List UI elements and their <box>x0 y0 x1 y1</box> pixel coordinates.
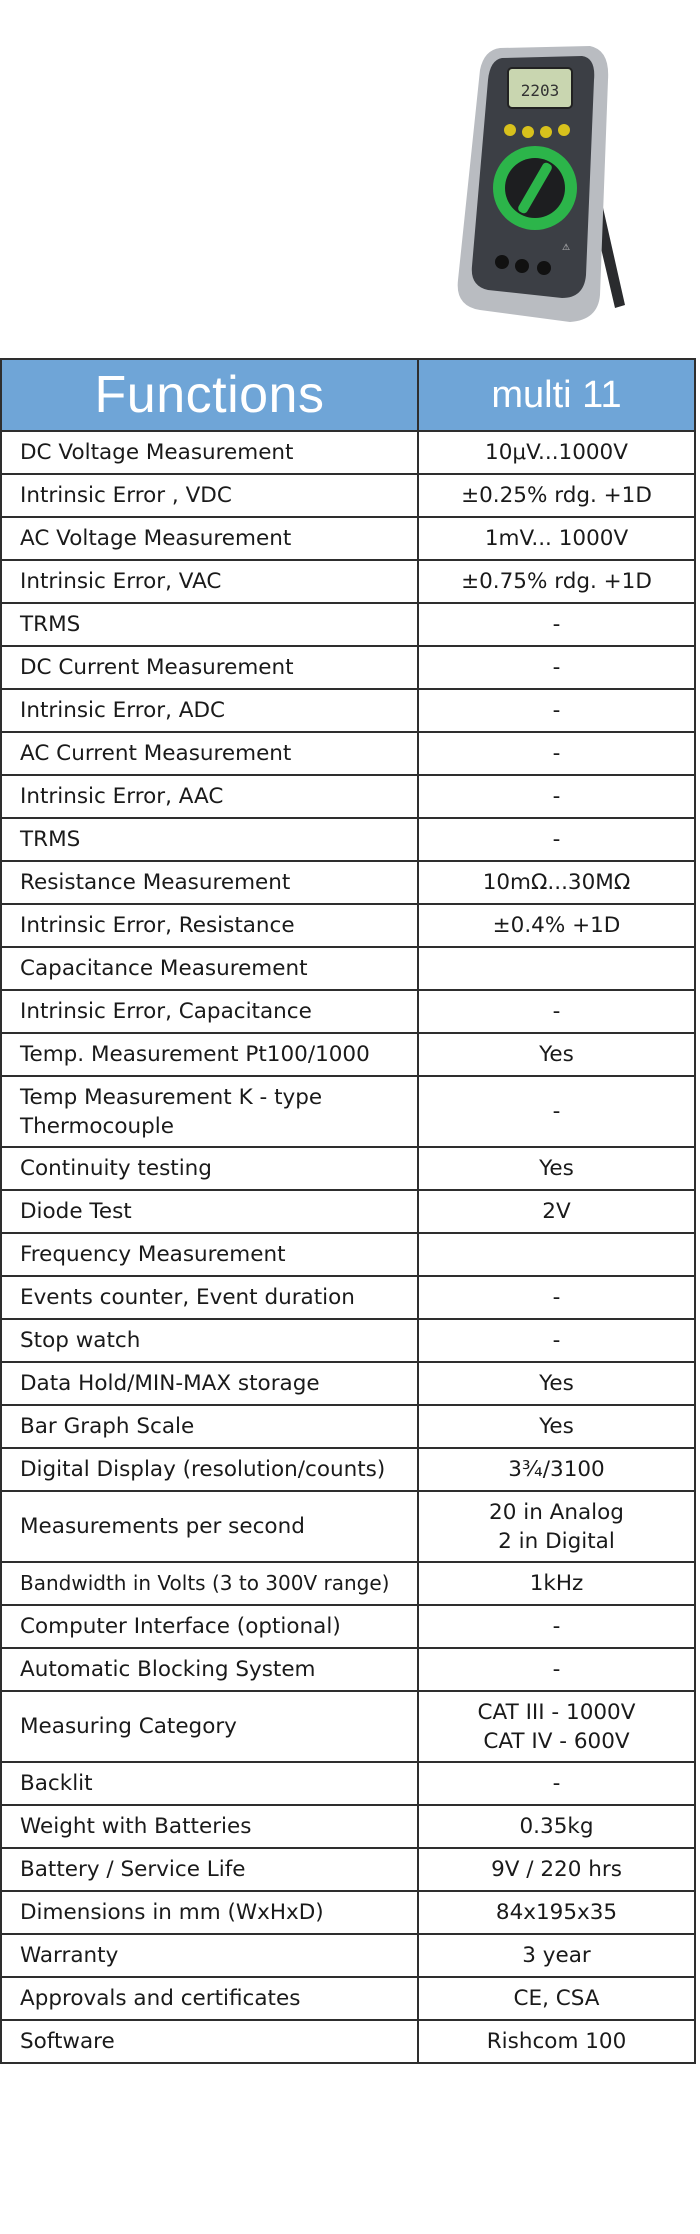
table-row <box>1 474 695 517</box>
value-cell: Yes <box>418 1147 695 1190</box>
feature-cell: Dimensions in mm (WxHxD) <box>1 1891 418 1934</box>
feature-cell: Intrinsic Error, ADC <box>1 689 418 732</box>
table-row <box>1 1648 695 1691</box>
value-cell: 1mV... 1000V <box>418 517 695 560</box>
table-header-row <box>1 359 695 431</box>
feature-cell: Continuity testing <box>1 1147 418 1190</box>
table-row <box>1 2020 695 2063</box>
svg-text:⚠: ⚠ <box>562 243 571 253</box>
value-cell: - <box>418 646 695 689</box>
value-cell: - <box>418 603 695 646</box>
feature-cell: Computer Interface (optional) <box>1 1605 418 1648</box>
table-row <box>1 1276 695 1319</box>
table-row <box>1 1033 695 1076</box>
table-row <box>1 1605 695 1648</box>
value-cell: - <box>418 689 695 732</box>
feature-cell: Approvals and certificates <box>1 1977 418 2020</box>
feature-cell: Events counter, Event duration <box>1 1276 418 1319</box>
table-row <box>1 560 695 603</box>
feature-cell: Stop watch <box>1 1319 418 1362</box>
feature-cell: Intrinsic Error, Resistance <box>1 904 418 947</box>
table-row <box>1 1448 695 1491</box>
feature-cell: Diode Test <box>1 1190 418 1233</box>
specifications-table <box>0 358 696 2064</box>
value-cell: - <box>418 732 695 775</box>
feature-cell: Bar Graph Scale <box>1 1405 418 1448</box>
table-row <box>1 1891 695 1934</box>
value-cell: ±0.75% rdg. +1D <box>418 560 695 603</box>
table-row <box>1 1405 695 1448</box>
feature-cell: Automatic Blocking System <box>1 1648 418 1691</box>
table-row <box>1 1233 695 1276</box>
table-row <box>1 1805 695 1848</box>
value-cell: 0.35kg <box>418 1805 695 1848</box>
feature-cell: Data Hold/MIN-MAX storage <box>1 1362 418 1405</box>
table-row <box>1 861 695 904</box>
table-row <box>1 603 695 646</box>
value-cell: - <box>418 775 695 818</box>
value-cell: Rishcom 100 <box>418 2020 695 2063</box>
value-cell: - <box>418 1605 695 1648</box>
table-row <box>1 990 695 1033</box>
table-row <box>1 1362 695 1405</box>
table-row <box>1 1934 695 1977</box>
feature-cell: Weight with Batteries <box>1 1805 418 1848</box>
table-row <box>1 1076 695 1147</box>
table-row <box>1 1691 695 1762</box>
feature-cell: Intrinsic Error, Capacitance <box>1 990 418 1033</box>
table-row <box>1 1319 695 1362</box>
value-cell: Yes <box>418 1033 695 1076</box>
value-cell: CE, CSA <box>418 1977 695 2020</box>
value-cell: 20 in Analog 2 in Digital <box>418 1491 695 1562</box>
display-reading: 2203 <box>520 81 560 100</box>
value-cell: 3¾/3100 <box>418 1448 695 1491</box>
feature-cell: DC Voltage Measurement <box>1 431 418 474</box>
feature-cell: Frequency Measurement <box>1 1233 418 1276</box>
feature-cell: Battery / Service Life <box>1 1848 418 1891</box>
value-cell <box>418 947 695 990</box>
table-row <box>1 1848 695 1891</box>
feature-cell: Digital Display (resolution/counts) <box>1 1448 418 1491</box>
feature-cell: TRMS <box>1 603 418 646</box>
table-row <box>1 1762 695 1805</box>
feature-cell: Bandwidth in Volts (3 to 300V range) <box>1 1562 418 1605</box>
feature-cell: Warranty <box>1 1934 418 1977</box>
table-row <box>1 947 695 990</box>
model-header: multi 11 <box>418 359 695 431</box>
value-cell: 9V / 220 hrs <box>418 1848 695 1891</box>
multimeter-product-image <box>440 40 640 330</box>
table-row <box>1 431 695 474</box>
table-row <box>1 1147 695 1190</box>
feature-cell: Intrinsic Error, VAC <box>1 560 418 603</box>
table-row <box>1 1562 695 1605</box>
feature-cell: Capacitance Measurement <box>1 947 418 990</box>
value-cell: ±0.4% +1D <box>418 904 695 947</box>
table-row <box>1 818 695 861</box>
feature-cell: Temp Measurement K - type Thermocouple <box>1 1076 418 1147</box>
value-cell: Yes <box>418 1405 695 1448</box>
feature-cell: AC Voltage Measurement <box>1 517 418 560</box>
value-cell: 2V <box>418 1190 695 1233</box>
feature-cell: Measuring Category <box>1 1691 418 1762</box>
feature-cell: Intrinsic Error , VDC <box>1 474 418 517</box>
value-cell: CAT III - 1000V CAT IV - 600V <box>418 1691 695 1762</box>
value-cell: - <box>418 1762 695 1805</box>
feature-cell: Resistance Measurement <box>1 861 418 904</box>
table-row <box>1 646 695 689</box>
value-cell: Yes <box>418 1362 695 1405</box>
value-cell: ±0.25% rdg. +1D <box>418 474 695 517</box>
feature-cell: Measurements per second <box>1 1491 418 1562</box>
feature-cell: TRMS <box>1 818 418 861</box>
value-cell: - <box>418 818 695 861</box>
table-row <box>1 904 695 947</box>
feature-cell: AC Current Measurement <box>1 732 418 775</box>
table-row <box>1 1977 695 2020</box>
value-cell: - <box>418 1648 695 1691</box>
value-cell: 1kHz <box>418 1562 695 1605</box>
value-cell: 10mΩ...30MΩ <box>418 861 695 904</box>
table-row <box>1 732 695 775</box>
value-cell: - <box>418 1319 695 1362</box>
table-row <box>1 1491 695 1562</box>
feature-cell: Backlit <box>1 1762 418 1805</box>
feature-cell: DC Current Measurement <box>1 646 418 689</box>
feature-cell: Software <box>1 2020 418 2063</box>
table-row <box>1 775 695 818</box>
value-cell: - <box>418 1076 695 1147</box>
value-cell: 3 year <box>418 1934 695 1977</box>
functions-header: Functions <box>1 359 418 431</box>
value-cell: - <box>418 990 695 1033</box>
value-cell: 10μV...1000V <box>418 431 695 474</box>
value-cell: - <box>418 1276 695 1319</box>
value-cell <box>418 1233 695 1276</box>
feature-cell: Temp. Measurement Pt100/1000 <box>1 1033 418 1076</box>
table-row <box>1 517 695 560</box>
feature-cell: Intrinsic Error, AAC <box>1 775 418 818</box>
value-cell: 84x195x35 <box>418 1891 695 1934</box>
table-row <box>1 689 695 732</box>
table-row <box>1 1190 695 1233</box>
